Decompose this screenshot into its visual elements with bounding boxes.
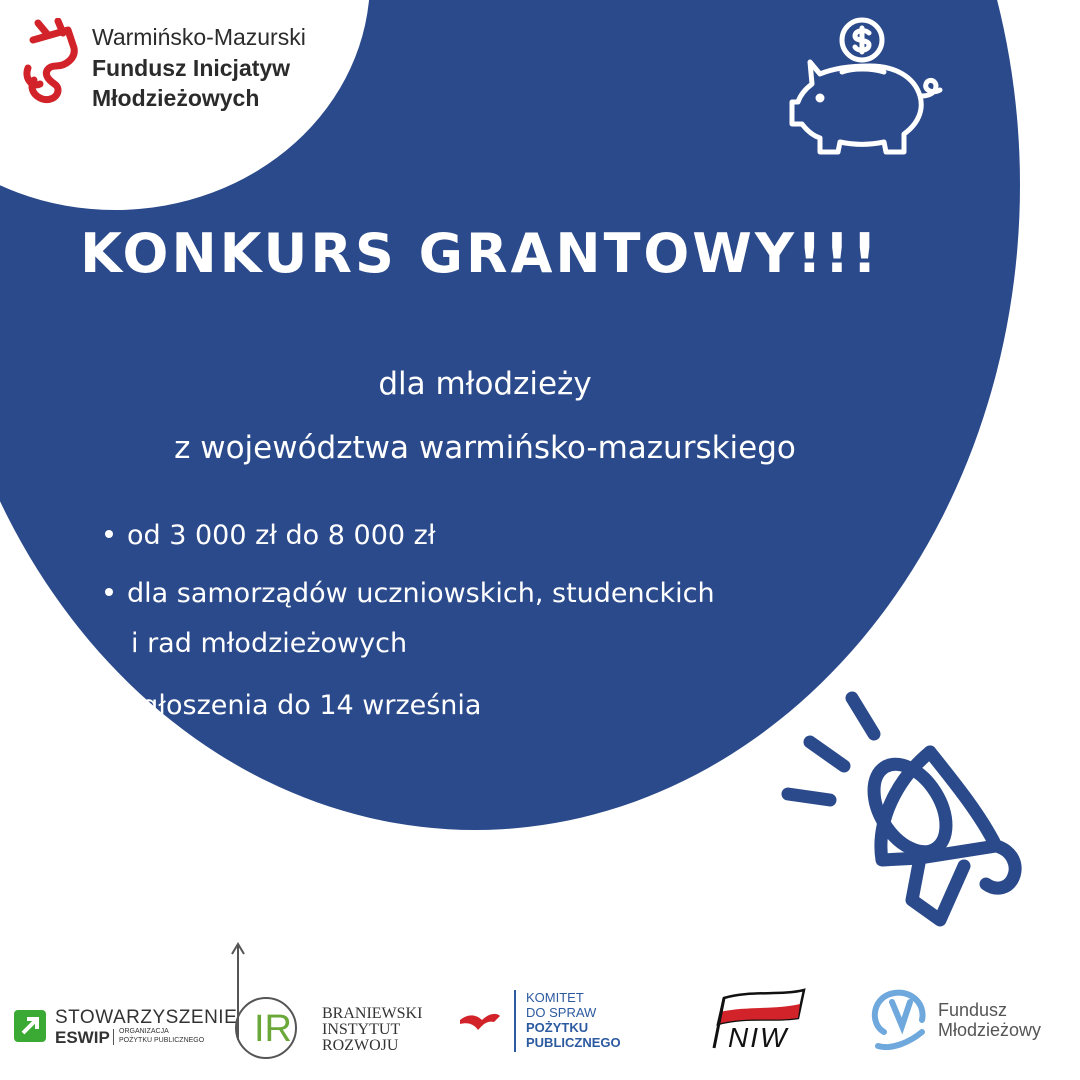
- logo-text-youth: Młodzieżowych: [92, 85, 260, 111]
- eswip-note1: ORGANIZACJA: [119, 1028, 169, 1035]
- logo-text-region: Warmińsko-Mazurski: [92, 24, 306, 50]
- headline: KONKURS GRANTOWY!!!: [80, 222, 880, 285]
- bir-line3: ROZWOJU: [322, 1037, 399, 1054]
- bullet-audience-continuation: i rad młodzieżowych: [131, 628, 408, 659]
- bullet-dot: [105, 530, 113, 538]
- fm-line2: Młodzieżowy: [938, 1020, 1042, 1040]
- bullet-deadline: [105, 690, 481, 721]
- subtitle-line1: dla młodzieży: [378, 366, 592, 402]
- komitet-name: [526, 990, 621, 1050]
- bullet-audience: [105, 578, 715, 609]
- eswip-abbr: ESWIP: [55, 1028, 110, 1047]
- megaphone-icon: [780, 690, 1050, 940]
- bir-mark: IR: [254, 1008, 292, 1050]
- bir-name: [322, 1006, 422, 1054]
- niw-text: NIW: [728, 1022, 789, 1053]
- bullet-amount: [105, 520, 436, 551]
- bullet-dot: [105, 588, 113, 596]
- piggy-bank-icon: [780, 14, 950, 159]
- bullet-audience-text: dla samorządów uczniowskich, studenckich: [127, 578, 715, 609]
- plug-logo-icon: [18, 18, 84, 108]
- bullet-deadline-text: zgłoszenia do 14 września: [127, 690, 482, 721]
- bir-line2: INSTYTUT: [322, 1021, 401, 1038]
- eswip-divider: [113, 1029, 114, 1045]
- eagle-flag-icon: [458, 1008, 502, 1032]
- fm-line1: Fundusz: [938, 1000, 1008, 1020]
- komitet-line1: KOMITET: [526, 990, 584, 1005]
- bullet-dot: [105, 700, 113, 708]
- subtitle-line2: z województwa warmińsko-mazurskiego: [174, 430, 796, 466]
- komitet-line2: DO SPRAW: [526, 1005, 597, 1020]
- komitet-line3: POŻYTKU: [526, 1020, 589, 1035]
- fundusz-mlodziezowy-logo-icon: [870, 988, 932, 1052]
- logo-text-fund: Fundusz Inicjatyw: [92, 55, 291, 81]
- bir-line1: BRANIEWSKI: [322, 1005, 423, 1022]
- komitet-divider: [514, 990, 516, 1052]
- bullet-amount-text: od 3 000 zł do 8 000 zł: [127, 520, 436, 551]
- eswip-note2: POŻYTKU PUBLICZNEGO: [119, 1037, 205, 1044]
- eswip-logo-icon: [12, 1008, 48, 1044]
- komitet-line4: PUBLICZNEGO: [526, 1035, 621, 1050]
- eswip-name: STOWARZYSZENIE: [55, 1007, 238, 1028]
